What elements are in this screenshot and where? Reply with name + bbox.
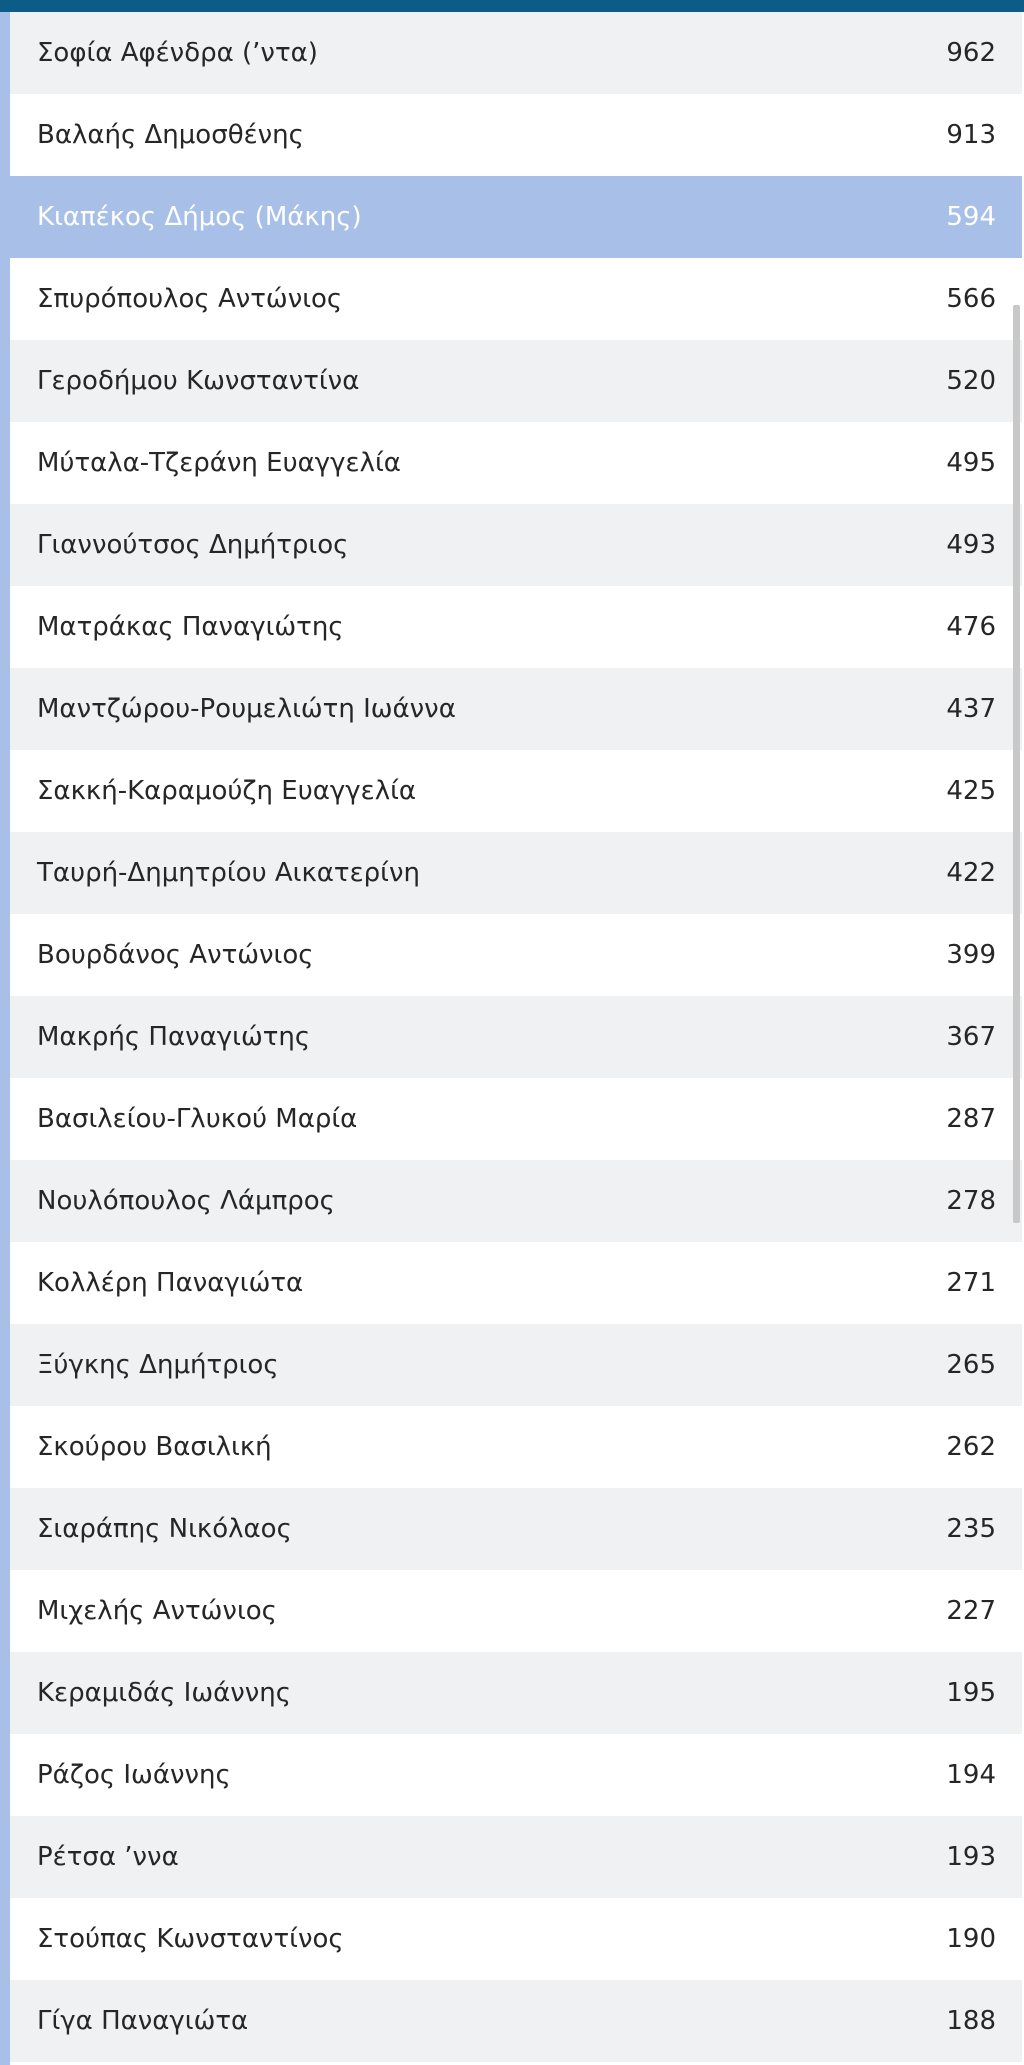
candidate-name: Ματράκας Παναγιώτης — [37, 612, 344, 642]
candidate-row[interactable] — [10, 504, 1022, 586]
candidate-name: Γιαννούτσος Δημήτριος — [37, 530, 349, 560]
candidate-row[interactable] — [10, 1078, 1022, 1160]
candidate-votes: 495 — [946, 448, 996, 478]
candidate-row[interactable] — [10, 1570, 1022, 1652]
candidate-votes: 190 — [946, 1924, 996, 1954]
candidate-votes: 271 — [946, 1268, 996, 1298]
candidate-row[interactable] — [10, 176, 1022, 258]
candidate-votes: 913 — [946, 120, 996, 150]
candidate-row[interactable] — [10, 1816, 1022, 1898]
candidate-row[interactable] — [10, 1406, 1022, 1488]
candidate-row[interactable] — [10, 1242, 1022, 1324]
candidate-votes: 422 — [946, 858, 996, 888]
candidate-votes: 399 — [946, 940, 996, 970]
candidate-name: Βαλαής Δημοσθένης — [37, 120, 304, 150]
candidate-votes: 566 — [946, 284, 996, 314]
scrollbar-thumb[interactable] — [1013, 305, 1020, 1223]
candidate-row[interactable] — [10, 668, 1022, 750]
candidate-votes: 227 — [946, 1596, 996, 1626]
candidate-votes: 188 — [946, 2006, 996, 2036]
candidate-row[interactable] — [10, 94, 1022, 176]
candidate-name: Γεροδήμου Κωνσταντίνα — [37, 366, 360, 396]
candidate-votes: 287 — [946, 1104, 996, 1134]
candidate-name: Μακρής Παναγιώτης — [37, 1022, 311, 1052]
candidate-row[interactable] — [10, 1652, 1022, 1734]
candidate-name: Βουρδάνος Αντώνιος — [37, 940, 314, 970]
candidate-votes: 195 — [946, 1678, 996, 1708]
candidate-votes: 194 — [946, 1760, 996, 1790]
candidate-row[interactable] — [10, 12, 1022, 94]
top-bar — [0, 0, 1024, 12]
candidate-row[interactable] — [10, 258, 1022, 340]
candidate-name: Ρέτσα ’ννα — [37, 1842, 179, 1872]
candidate-list — [10, 12, 1022, 2062]
candidate-votes: 476 — [946, 612, 996, 642]
candidate-row[interactable] — [10, 340, 1022, 422]
candidate-row[interactable] — [10, 914, 1022, 996]
candidate-votes: 425 — [946, 776, 996, 806]
candidate-name: Βασιλείου-Γλυκού Μαρία — [37, 1104, 358, 1134]
candidate-name: Κολλέρη Παναγιώτα — [37, 1268, 304, 1298]
candidate-name: Ταυρή-Δημητρίου Αικατερίνη — [37, 858, 420, 888]
candidate-row[interactable] — [10, 586, 1022, 668]
candidate-votes: 367 — [946, 1022, 996, 1052]
candidate-name: Κιαπέκος Δήμος (Μάκης) — [37, 202, 362, 232]
candidate-votes: 265 — [946, 1350, 996, 1380]
candidate-votes: 962 — [946, 38, 996, 68]
candidate-name: Ξύγκης Δημήτριος — [37, 1350, 279, 1380]
candidate-votes: 493 — [946, 530, 996, 560]
candidate-name: Μαντζώρου-Ρουμελιώτη Ιωάννα — [37, 694, 456, 724]
candidate-row[interactable] — [10, 1898, 1022, 1980]
candidate-name: Ράζος Ιωάννης — [37, 1760, 231, 1790]
candidate-row[interactable] — [10, 1160, 1022, 1242]
candidate-name: Μύταλα-Τζεράνη Ευαγγελία — [37, 448, 401, 478]
candidate-name: Σακκή-Καραμούζη Ευαγγελία — [37, 776, 417, 806]
candidate-name: Σκούρου Βασιλική — [37, 1432, 272, 1462]
candidate-votes: 262 — [946, 1432, 996, 1462]
candidate-name: Στούπας Κωνσταντίνος — [37, 1924, 344, 1954]
left-accent-strip — [0, 12, 10, 2065]
candidate-row[interactable] — [10, 750, 1022, 832]
candidate-row[interactable] — [10, 832, 1022, 914]
candidate-row[interactable] — [10, 1734, 1022, 1816]
candidate-name: Νουλόπουλος Λάμπρος — [37, 1186, 335, 1216]
candidate-votes: 520 — [946, 366, 996, 396]
candidate-name: Κεραμιδάς Ιωάννης — [37, 1678, 292, 1708]
candidate-votes: 437 — [946, 694, 996, 724]
candidate-row[interactable] — [10, 1324, 1022, 1406]
candidate-row[interactable] — [10, 1488, 1022, 1570]
candidate-name: Μιχελής Αντώνιος — [37, 1596, 277, 1626]
candidate-votes: 278 — [946, 1186, 996, 1216]
candidate-name: Σιαράπης Νικόλαος — [37, 1514, 292, 1544]
candidate-row[interactable] — [10, 422, 1022, 504]
candidate-row[interactable] — [10, 1980, 1022, 2062]
candidate-votes: 235 — [946, 1514, 996, 1544]
candidate-name: Σπυρόπουλος Αντώνιος — [37, 284, 343, 314]
candidate-row[interactable] — [10, 996, 1022, 1078]
candidate-votes: 594 — [946, 202, 996, 232]
candidate-votes: 193 — [946, 1842, 996, 1872]
candidate-name: Γίγα Παναγιώτα — [37, 2006, 249, 2036]
candidate-name: Σοφία Αφένδρα (’ντα) — [37, 38, 318, 68]
